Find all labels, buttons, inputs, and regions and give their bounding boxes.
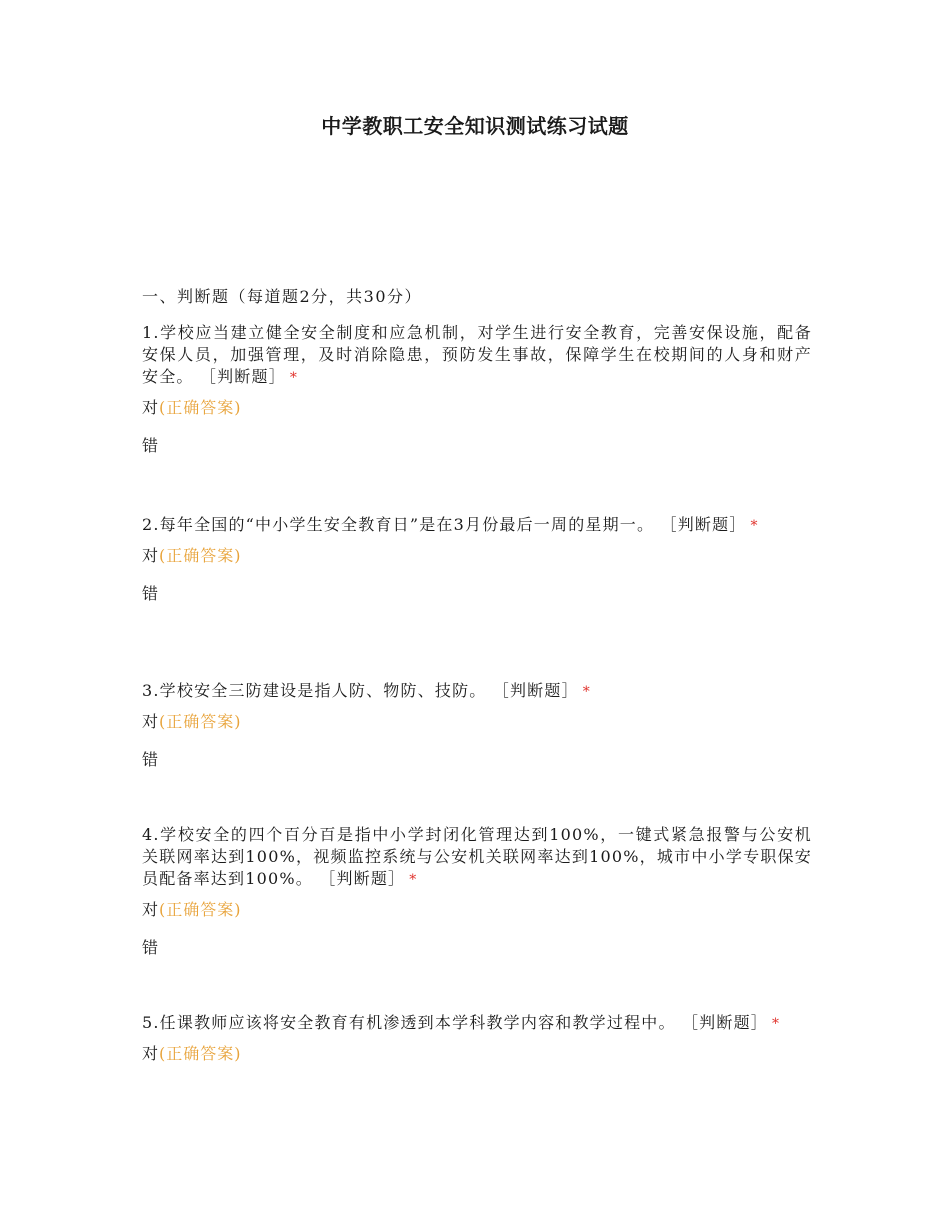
question-body: 2.每年全国的“中小学生安全教育日”是在3月份最后一周的星期一。: [142, 515, 655, 534]
option-label: 对: [142, 398, 160, 417]
correct-answer-tag: (正确答案): [159, 398, 242, 417]
option-true[interactable]: [142, 543, 812, 566]
option-label: 错: [142, 436, 160, 455]
correct-answer-tag: (正确答案): [159, 1044, 242, 1063]
question-body: 4.学校安全的四个百分百是指中小学封闭化管理达到100%，一键式紧急报警与公安机关联网率达到100%，视频监控系统与公安机关联网率达到100%，城市中小学专职保安员配备率达到100%。: [142, 825, 812, 888]
question-text: [142, 824, 812, 891]
option-true[interactable]: [142, 395, 812, 418]
option-false[interactable]: [142, 747, 812, 770]
option-false[interactable]: [142, 581, 812, 604]
option-label: 对: [142, 546, 160, 565]
question-type-label: ［判断题］: [681, 1013, 768, 1032]
option-true[interactable]: [142, 897, 812, 920]
question-body: 3.学校安全三防建设是指人防、物防、技防。: [142, 681, 487, 700]
question-5: [142, 1012, 812, 1064]
correct-answer-tag: (正确答案): [159, 546, 242, 565]
question-text: [142, 1012, 812, 1035]
required-star-icon: *: [409, 872, 418, 888]
option-label: 错: [142, 584, 160, 603]
required-star-icon: *: [750, 518, 759, 534]
option-label: 对: [142, 712, 160, 731]
option-false[interactable]: [142, 935, 812, 958]
correct-answer-tag: (正确答案): [159, 900, 242, 919]
question-2: [142, 514, 812, 604]
option-label: 对: [142, 900, 160, 919]
question-1: [142, 322, 812, 456]
required-star-icon: *: [771, 1016, 781, 1032]
question-type-label: ［判断题］: [492, 681, 579, 700]
question-3: [142, 680, 812, 770]
option-label: 错: [142, 938, 160, 957]
option-true[interactable]: [142, 709, 812, 732]
section-heading: 一、判断题（每道题2分，共30分）: [142, 287, 423, 306]
question-type-label: ［判断题］: [660, 515, 747, 534]
option-label: 对: [142, 1044, 160, 1063]
option-true[interactable]: [142, 1041, 812, 1064]
question-type-label: ［判断题］: [319, 869, 406, 888]
option-false[interactable]: [142, 433, 812, 456]
question-type-label: ［判断题］: [199, 367, 286, 386]
question-text: [142, 514, 812, 537]
required-star-icon: *: [582, 684, 591, 700]
question-body: 1.学校应当建立健全安全制度和应急机制，对学生进行安全教育，完善安保设施，配备安保人员，加强管理，及时消除隐患，预防发生事故，保障学生在校期间的人身和财产安全。: [142, 323, 812, 386]
question-body: 5.任课教师应该将安全教育有机渗透到本学科教学内容和教学过程中。: [142, 1013, 676, 1032]
question-4: [142, 824, 812, 958]
correct-answer-tag: (正确答案): [159, 712, 242, 731]
option-label: 错: [142, 750, 160, 769]
question-text: [142, 680, 812, 703]
question-text: [142, 322, 812, 389]
document-title: 中学教职工安全知识测试练习试题: [321, 114, 629, 138]
required-star-icon: *: [289, 370, 299, 386]
